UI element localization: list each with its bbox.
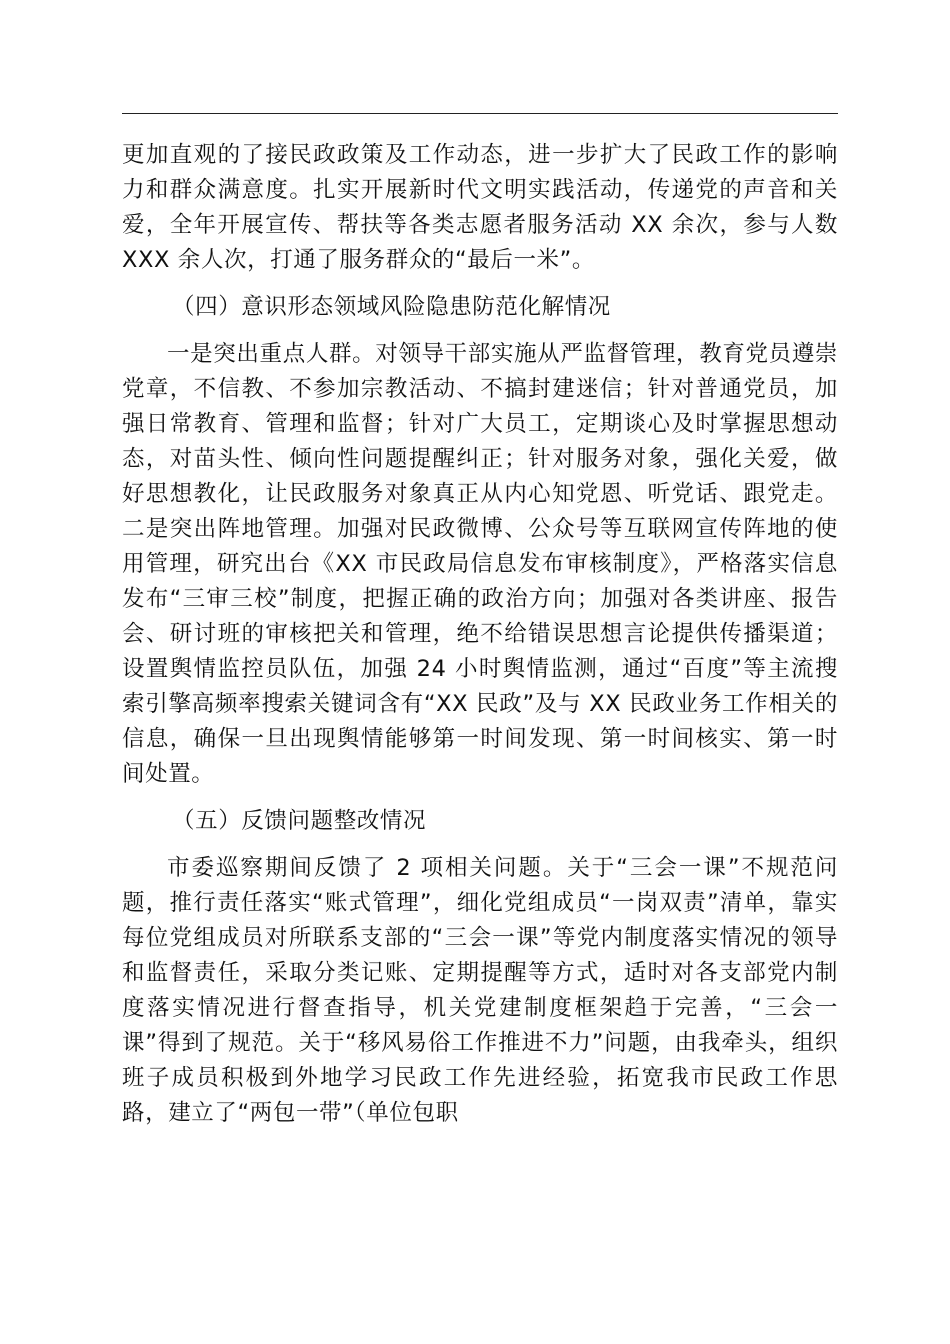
paragraph-ideology-risk: 一是突出重点人群。对领导干部实施从严监督管理，教育党员遵崇党章，不信教、不参加宗教活动、不搞封建迷信；针对普通党员，加强日常教育、管理和监督；针对广大员工，定期谈心及时掌握思想动态，对苗头性、倾向性问题提醒纠正；针对服务对象，强化关爱，做好思想教化，让民政服务对象真正从内心知党恩、听党话、跟党走。二是突出阵地管理。加强对民政微博、公众号等互联网宣传阵地的使用管理，研究出台《XX 市民政局信息发布审核制度》，严格落实信息发布“三审三校”制度，把握正确的政治方向；加强对各类讲座、报告会、研讨班的审核把关和管理，绝不给错误思想言论提供传播渠道；设置舆情监控员队伍，加强 24 小时舆情监测，通过“百度”等主流搜索引擎高频率搜索关键词含有“XX 民政”及与 XX 民政业务工作相关的信息，确保一旦出现舆情能够第一时间发现、第一时间核实、第一时间处置。 xyxy=(122,341,838,787)
paragraph-rectification: 市委巡察期间反馈了 2 项相关问题。关于“三会一课”不规范问题，推行责任落实“账式管理”，细化党组成员“一岗双责”清单，靠实每位党组成员对所联系支部的“三会一课”等党内制度落实情况的领导和监督责任，采取分类记账、定期提醒等方式，适时对各支部党内制度落实情况进行督查指导，机关党建制度框架趋于完善，“三会一课”得到了规范。关于“移风易俗工作推进不力”问题，由我牵头，组织班子成员积极到外地学习民政工作先进经验，拓宽我市民政工作思路，建立了“两包一带”（单位包职 xyxy=(122,855,838,1126)
section-heading-4: （四）意识形态领域风险隐患防范化解情况 xyxy=(172,294,611,320)
section-heading-5: （五）反馈问题整改情况 xyxy=(172,808,427,834)
document-body xyxy=(122,138,838,1131)
header-rule xyxy=(122,113,838,114)
paragraph-continuation: 更加直观的了接民政政策及工作动态，进一步扩大了民政工作的影响力和群众满意度。扎实开展新时代文明实践活动，传递党的声音和关爱，全年开展宣传、帮扶等各类志愿者服务活动 XX 余次，参与人数 XXX 余人次，打通了服务群众的“最后一米”。 xyxy=(122,142,838,273)
